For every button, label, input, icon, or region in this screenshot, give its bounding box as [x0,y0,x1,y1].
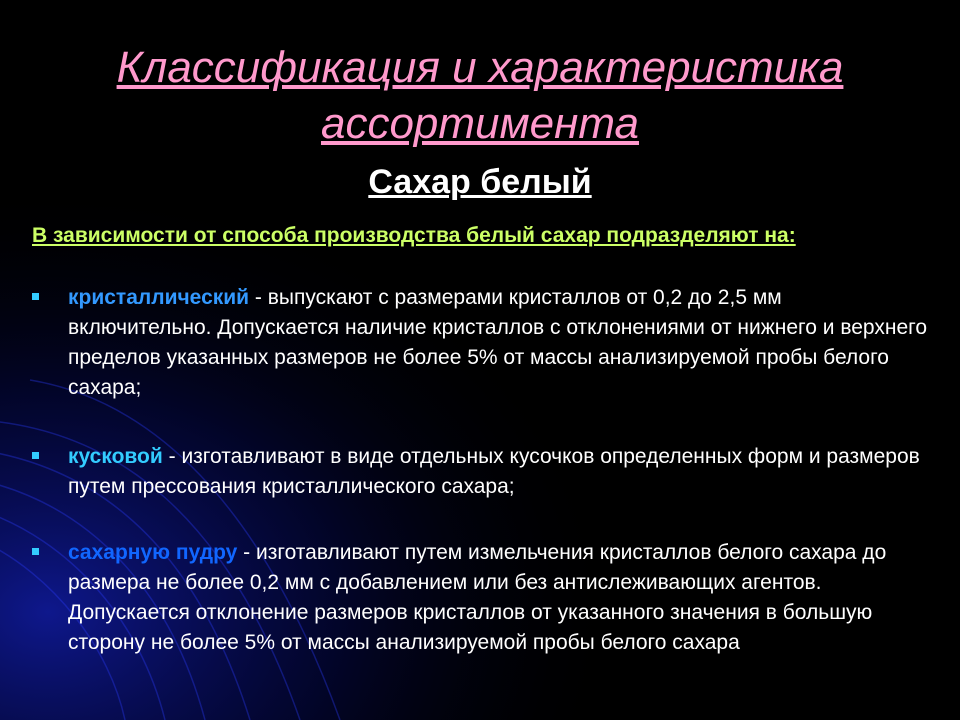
square-bullet-icon [32,548,39,555]
list-item-term: кристаллический [68,286,250,309]
list-item-text [68,283,928,403]
square-bullet-icon [32,452,39,459]
list-item-text [68,442,928,502]
list-item-description: - изготавливают путем измельчения кристаллов белого сахара до размера не более 0,2 мм с добавлением или без антислеживающих агентов. Допускается отклонение размеров кристаллов от указанного значения в большую сторону не более 5% от массы анализируемой пробы белого сахара [68,541,887,654]
list-item-description: - изготавливают в виде отдельных кусочков определенных форм и размеров путем прессования кристаллического сахара; [68,445,920,498]
intro-text: В зависимости от способа производства белый сахар подразделяют на: [32,224,796,247]
list-item-text [68,538,928,658]
list-item-term: кусковой [68,445,163,468]
list-item-description: - выпускают с размерами кристаллов от 0,2 до 2,5 мм включительно. Допускается наличие кристаллов с отклонениями от нижнего и верхнего пределов указанных размеров не более 5% от массы анализируемой пробы белого сахара; [68,286,928,399]
square-bullet-icon [32,293,39,300]
slide-title: Классификация и характеристика ассортимента [116,43,844,148]
slide-subtitle: Сахар белый [368,163,592,201]
list-item-term: сахарную пудру [68,541,238,564]
